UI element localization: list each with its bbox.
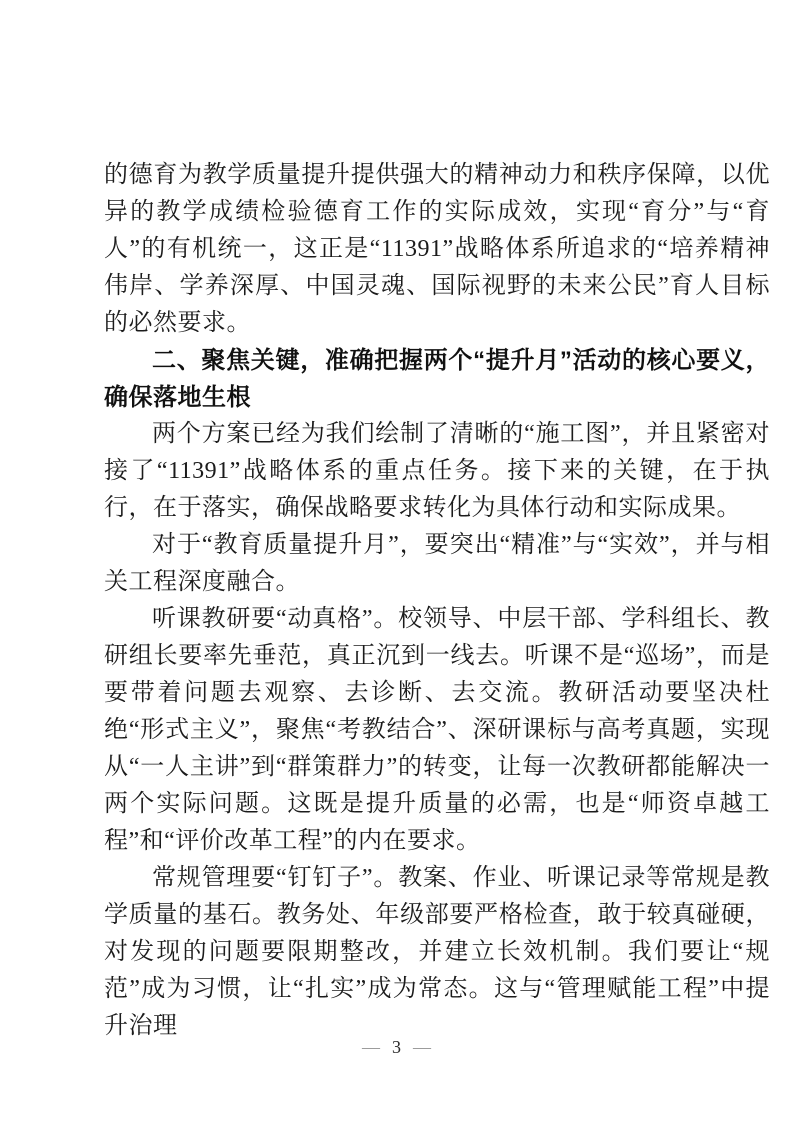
footer-left-dash: — — [362, 1037, 380, 1057]
footer-right-dash: — — [413, 1037, 431, 1057]
document-text-block — [104, 157, 770, 1045]
page-number-footer — [0, 1034, 793, 1060]
paragraph-lesson-research: 听课教研要“动真格”。校领导、中层干部、学科组长、教研组长要率先垂范，真正沉到一线去。听课不是“巡场”，而是要带着问题去观察、去诊断、去交流。教研活动要坚决杜绝“形式主义”，聚焦“考教结合”、深研课标与高考真题，实现从“一人主讲”到“群策群力”的转变，让每一次教研都能解决一两个实际问题。这既是提升质量的必需，也是“师资卓越工程”和“评价改革工程”的内在要求。 — [104, 606, 770, 854]
paragraph-blueprint: 两个方案已经为我们绘制了清晰的“施工图”，并且紧密对接了“11391”战略体系的重点任务。接下来的关键，在于执行，在于落实，确保战略要求转化为具体行动和实际成果。 — [104, 421, 770, 521]
paragraph-continuation: 的德育为教学质量提升提供强大的精神动力和秩序保障，以优异的教学成绩检验德育工作的实际成效，实现“育分”与“育人”的有机统一，这正是“11391”战略体系所追求的“培养精神伟岸、学养深厚、中国灵魂、国际视野的未来公民”育人目标的必然要求。 — [104, 162, 770, 336]
paragraph-quality-month: 对于“教育质量提升月”，要突出“精准”与“实效”，并与相关工程深度融合。 — [104, 532, 770, 595]
section-heading: 二、聚焦关键，准确把握两个“提升月”活动的核心要义，确保落地生根 — [104, 347, 770, 411]
page-number: 3 — [392, 1037, 401, 1057]
paragraph-routine-management: 常规管理要“钉钉子”。教案、作业、听课记录等常规是教学质量的基石。教务处、年级部要严格检查，敢于较真碰硬，对发现的问题要限期整改，并建立长效机制。我们要让“规范”成为习惯，让“扎实”成为常态。这与“管理赋能工程”中提升治理 — [104, 865, 770, 1039]
